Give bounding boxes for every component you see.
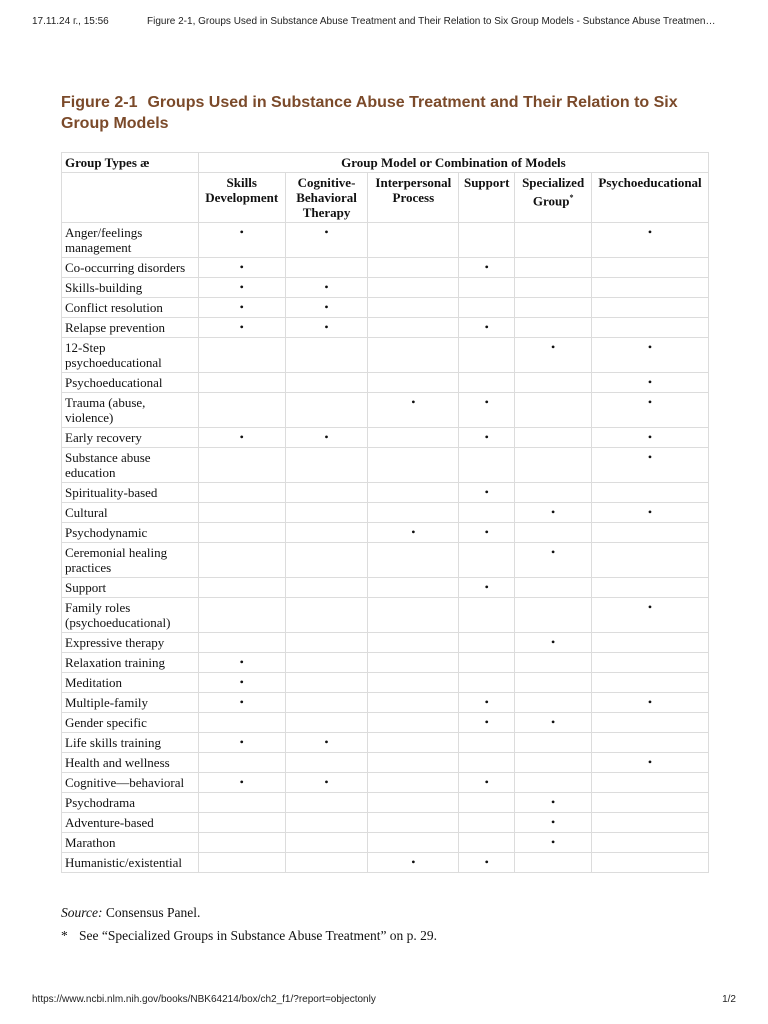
- table-row: [62, 223, 709, 258]
- table-row: [62, 598, 709, 633]
- empty-cell: [368, 598, 459, 633]
- empty-cell: [285, 503, 368, 523]
- empty-cell: [198, 833, 285, 853]
- column-header-line: Interpersonal: [375, 175, 452, 190]
- empty-cell: [515, 393, 592, 428]
- empty-cell: [368, 713, 459, 733]
- footnote-ref: *: [569, 193, 574, 202]
- table-row: [62, 653, 709, 673]
- column-header-line: Specialized: [522, 175, 585, 190]
- empty-cell: [368, 578, 459, 598]
- empty-cell: [198, 793, 285, 813]
- empty-cell: [198, 523, 285, 543]
- empty-cell: [459, 633, 515, 653]
- column-header-line: Group: [532, 193, 570, 209]
- bullet-mark-cell: •: [592, 338, 709, 373]
- bullet-mark-cell: •: [368, 523, 459, 543]
- bullet-mark-cell: •: [459, 713, 515, 733]
- bullet-mark-cell: •: [459, 318, 515, 338]
- footnote: [61, 924, 437, 947]
- group-type-cell: Skills-building: [62, 278, 199, 298]
- group-type-cell: Cognitive—behavioral: [62, 773, 199, 793]
- empty-cell: [368, 428, 459, 448]
- header-row-columns: [62, 173, 709, 223]
- bullet-mark-cell: •: [285, 773, 368, 793]
- empty-cell: [459, 543, 515, 578]
- group-type-cell: Conflict resolution: [62, 298, 199, 318]
- empty-cell: [592, 483, 709, 503]
- empty-cell: [368, 753, 459, 773]
- empty-cell: [592, 633, 709, 653]
- empty-cell: [198, 813, 285, 833]
- empty-cell: [459, 503, 515, 523]
- bullet-mark-cell: •: [515, 633, 592, 653]
- table-row: [62, 693, 709, 713]
- bullet-mark-cell: •: [285, 733, 368, 753]
- empty-cell: [515, 673, 592, 693]
- group-type-cell: Spirituality-based: [62, 483, 199, 503]
- empty-cell: [459, 653, 515, 673]
- empty-cell: [368, 833, 459, 853]
- empty-cell: [592, 278, 709, 298]
- empty-cell: [515, 318, 592, 338]
- empty-cell: [198, 713, 285, 733]
- empty-cell: [515, 753, 592, 773]
- figure-title: [61, 92, 721, 134]
- empty-cell: [592, 733, 709, 753]
- table-row: [62, 428, 709, 448]
- empty-cell: [515, 773, 592, 793]
- figure-title-text: Groups Used in Substance Abuse Treatment and Their Relation to Six Group Models: [61, 94, 678, 132]
- empty-cell: [515, 448, 592, 483]
- group-models-table: [61, 152, 709, 873]
- column-header-line: Cognitive-: [297, 175, 356, 190]
- empty-cell: [368, 733, 459, 753]
- empty-cell: [515, 733, 592, 753]
- bullet-mark-cell: •: [515, 338, 592, 373]
- table-row: [62, 393, 709, 428]
- bullet-mark-cell: •: [592, 598, 709, 633]
- empty-cell: [459, 793, 515, 813]
- empty-cell: [368, 773, 459, 793]
- empty-cell: [459, 448, 515, 483]
- table-row: [62, 853, 709, 873]
- table-row: [62, 773, 709, 793]
- group-type-cell: Gender specific: [62, 713, 199, 733]
- group-type-cell: Trauma (abuse, violence): [62, 393, 199, 428]
- empty-cell: [198, 373, 285, 393]
- empty-cell: [368, 373, 459, 393]
- column-header-line: Process: [392, 190, 435, 205]
- column-header: [515, 173, 592, 223]
- empty-cell: [515, 223, 592, 258]
- empty-cell: [459, 373, 515, 393]
- group-type-cell: Early recovery: [62, 428, 199, 448]
- empty-cell: [459, 338, 515, 373]
- bullet-mark-cell: •: [198, 258, 285, 278]
- empty-cell: [198, 633, 285, 653]
- table-row: [62, 523, 709, 543]
- print-url: https://www.ncbi.nlm.nih.gov/books/NBK64214/box/ch2_f1/?report=objectonly: [32, 994, 376, 1005]
- empty-cell: [285, 598, 368, 633]
- print-footer: [32, 994, 736, 1005]
- empty-cell: [285, 373, 368, 393]
- bullet-mark-cell: •: [459, 523, 515, 543]
- empty-cell: [368, 483, 459, 503]
- empty-cell: [198, 543, 285, 578]
- empty-cell: [198, 483, 285, 503]
- group-type-cell: Marathon: [62, 833, 199, 853]
- bullet-mark-cell: •: [198, 733, 285, 753]
- empty-cell: [198, 503, 285, 523]
- bullet-mark-cell: •: [592, 753, 709, 773]
- bullet-mark-cell: •: [592, 373, 709, 393]
- group-type-cell: Co-occurring disorders: [62, 258, 199, 278]
- group-type-cell: Psychoeducational: [62, 373, 199, 393]
- empty-cell: [459, 598, 515, 633]
- footnote-marker: *: [61, 928, 68, 943]
- empty-cell: [368, 298, 459, 318]
- empty-cell: [459, 223, 515, 258]
- bullet-mark-cell: •: [285, 298, 368, 318]
- empty-cell: [285, 543, 368, 578]
- empty-cell: [592, 793, 709, 813]
- bullet-mark-cell: •: [459, 393, 515, 428]
- bullet-mark-cell: •: [515, 543, 592, 578]
- bullet-mark-cell: •: [592, 428, 709, 448]
- empty-cell: [198, 598, 285, 633]
- empty-cell: [368, 223, 459, 258]
- empty-cell: [285, 523, 368, 543]
- print-doc-title: Figure 2-1, Groups Used in Substance Abuse Treatment and Their Relation to Six Group Models - Substance Abuse Treatmen…: [147, 16, 716, 27]
- print-page-number: 1/2: [722, 994, 736, 1005]
- bullet-mark-cell: •: [515, 503, 592, 523]
- empty-cell: [592, 813, 709, 833]
- bullet-mark-cell: •: [592, 223, 709, 258]
- bullet-mark-cell: •: [592, 693, 709, 713]
- bullet-mark-cell: •: [285, 428, 368, 448]
- empty-cell: [198, 448, 285, 483]
- table-row: [62, 448, 709, 483]
- bullet-mark-cell: •: [459, 578, 515, 598]
- table-row: [62, 503, 709, 523]
- group-type-cell: Multiple-family: [62, 693, 199, 713]
- group-type-cell: Adventure-based: [62, 813, 199, 833]
- empty-cell: [285, 258, 368, 278]
- empty-cell: [368, 653, 459, 673]
- table-row: [62, 373, 709, 393]
- group-type-cell: Anger/feelings management: [62, 223, 199, 258]
- empty-cell: [368, 693, 459, 713]
- figure-number: Figure 2-1: [61, 94, 138, 111]
- empty-cell: [285, 633, 368, 653]
- bullet-mark-cell: •: [515, 713, 592, 733]
- empty-cell: [198, 578, 285, 598]
- empty-cell: [592, 298, 709, 318]
- empty-cell: [592, 523, 709, 543]
- source-note: [61, 901, 437, 924]
- table-row: [62, 318, 709, 338]
- empty-cell: [592, 578, 709, 598]
- table-row: [62, 673, 709, 693]
- empty-cell: [459, 813, 515, 833]
- empty-cell: [592, 653, 709, 673]
- footnote-text: See “Specialized Groups in Substance Abuse Treatment” on p. 29.: [79, 928, 438, 943]
- empty-cell: [592, 318, 709, 338]
- source-label: Source:: [61, 905, 103, 920]
- empty-cell: [515, 278, 592, 298]
- empty-cell: [198, 853, 285, 873]
- table-row: [62, 298, 709, 318]
- empty-cell: [198, 753, 285, 773]
- bullet-mark-cell: •: [285, 278, 368, 298]
- column-header-line: Support: [463, 175, 510, 190]
- empty-cell: [285, 853, 368, 873]
- empty-cell: [368, 633, 459, 653]
- blank-header-cell: [62, 173, 199, 223]
- empty-cell: [515, 693, 592, 713]
- empty-cell: [285, 833, 368, 853]
- empty-cell: [285, 448, 368, 483]
- column-header-line: Development: [205, 190, 279, 205]
- empty-cell: [368, 503, 459, 523]
- empty-cell: [285, 653, 368, 673]
- table-row: [62, 633, 709, 653]
- empty-cell: [459, 733, 515, 753]
- table-row: [62, 543, 709, 578]
- group-type-cell: Ceremonial healing practices: [62, 543, 199, 578]
- empty-cell: [368, 338, 459, 373]
- bullet-mark-cell: •: [368, 393, 459, 428]
- bullet-mark-cell: •: [198, 773, 285, 793]
- empty-cell: [592, 543, 709, 578]
- group-type-cell: Cultural: [62, 503, 199, 523]
- table-row: [62, 833, 709, 853]
- column-header-line: Therapy: [302, 205, 351, 220]
- empty-cell: [515, 578, 592, 598]
- table-row: [62, 278, 709, 298]
- table-row: [62, 753, 709, 773]
- column-header: [285, 173, 368, 223]
- empty-cell: [368, 448, 459, 483]
- empty-cell: [515, 523, 592, 543]
- table-row: [62, 733, 709, 753]
- table-body: [62, 223, 709, 873]
- bullet-mark-cell: •: [459, 853, 515, 873]
- empty-cell: [285, 393, 368, 428]
- bullet-mark-cell: •: [592, 503, 709, 523]
- empty-cell: [198, 338, 285, 373]
- empty-cell: [285, 338, 368, 373]
- print-header: [32, 16, 736, 27]
- bullet-mark-cell: •: [198, 223, 285, 258]
- bullet-mark-cell: •: [459, 428, 515, 448]
- bullet-mark-cell: •: [368, 853, 459, 873]
- bullet-mark-cell: •: [592, 393, 709, 428]
- group-type-cell: Support: [62, 578, 199, 598]
- bullet-mark-cell: •: [198, 318, 285, 338]
- empty-cell: [592, 673, 709, 693]
- table-notes: [61, 901, 437, 947]
- empty-cell: [368, 813, 459, 833]
- bullet-mark-cell: •: [515, 813, 592, 833]
- column-header: [198, 173, 285, 223]
- empty-cell: [459, 278, 515, 298]
- empty-cell: [515, 483, 592, 503]
- bullet-mark-cell: •: [459, 483, 515, 503]
- bullet-mark-cell: •: [198, 428, 285, 448]
- bullet-mark-cell: •: [198, 673, 285, 693]
- empty-cell: [368, 258, 459, 278]
- column-header-line: Psychoeducational: [598, 175, 702, 190]
- empty-cell: [592, 853, 709, 873]
- group-type-cell: Relaxation training: [62, 653, 199, 673]
- empty-cell: [515, 298, 592, 318]
- empty-cell: [368, 673, 459, 693]
- bullet-mark-cell: •: [592, 448, 709, 483]
- group-type-cell: Psychodrama: [62, 793, 199, 813]
- empty-cell: [285, 753, 368, 773]
- empty-cell: [515, 598, 592, 633]
- table-row: [62, 713, 709, 733]
- empty-cell: [368, 278, 459, 298]
- column-header: [592, 173, 709, 223]
- source-text: Consensus Panel.: [105, 905, 201, 920]
- column-header-line: Behavioral: [296, 190, 357, 205]
- bullet-mark-cell: •: [198, 653, 285, 673]
- group-type-cell: Humanistic/existential: [62, 853, 199, 873]
- empty-cell: [515, 258, 592, 278]
- bullet-mark-cell: •: [198, 278, 285, 298]
- span-header: Group Model or Combination of Models: [198, 153, 708, 173]
- table-row: [62, 258, 709, 278]
- bullet-mark-cell: •: [515, 833, 592, 853]
- group-type-cell: Substance abuse education: [62, 448, 199, 483]
- empty-cell: [285, 578, 368, 598]
- corner-header: Group Types æ: [62, 153, 199, 173]
- bullet-mark-cell: •: [459, 773, 515, 793]
- column-header: [368, 173, 459, 223]
- empty-cell: [515, 373, 592, 393]
- header-row-top: [62, 153, 709, 173]
- empty-cell: [285, 713, 368, 733]
- group-type-cell: Family roles (psychoeducational): [62, 598, 199, 633]
- bullet-mark-cell: •: [198, 298, 285, 318]
- empty-cell: [592, 713, 709, 733]
- table-row: [62, 793, 709, 813]
- group-type-cell: Life skills training: [62, 733, 199, 753]
- empty-cell: [592, 833, 709, 853]
- bullet-mark-cell: •: [198, 693, 285, 713]
- empty-cell: [368, 318, 459, 338]
- empty-cell: [285, 483, 368, 503]
- table-row: [62, 578, 709, 598]
- group-type-cell: 12-Step psychoeducational: [62, 338, 199, 373]
- empty-cell: [368, 793, 459, 813]
- column-header: [459, 173, 515, 223]
- empty-cell: [368, 543, 459, 578]
- table-row: [62, 813, 709, 833]
- empty-cell: [592, 773, 709, 793]
- empty-cell: [198, 393, 285, 428]
- column-header-line: Skills: [226, 175, 257, 190]
- table-row: [62, 483, 709, 503]
- bullet-mark-cell: •: [285, 318, 368, 338]
- empty-cell: [592, 258, 709, 278]
- empty-cell: [459, 753, 515, 773]
- group-type-cell: Health and wellness: [62, 753, 199, 773]
- table-row: [62, 338, 709, 373]
- empty-cell: [285, 793, 368, 813]
- empty-cell: [459, 298, 515, 318]
- empty-cell: [515, 653, 592, 673]
- empty-cell: [459, 673, 515, 693]
- bullet-mark-cell: •: [515, 793, 592, 813]
- group-type-cell: Meditation: [62, 673, 199, 693]
- bullet-mark-cell: •: [459, 693, 515, 713]
- group-type-cell: Expressive therapy: [62, 633, 199, 653]
- empty-cell: [285, 673, 368, 693]
- bullet-mark-cell: •: [285, 223, 368, 258]
- empty-cell: [285, 813, 368, 833]
- bullet-mark-cell: •: [459, 258, 515, 278]
- group-type-cell: Psychodynamic: [62, 523, 199, 543]
- empty-cell: [515, 853, 592, 873]
- group-type-cell: Relapse prevention: [62, 318, 199, 338]
- empty-cell: [285, 693, 368, 713]
- empty-cell: [459, 833, 515, 853]
- print-timestamp: 17.11.24 г., 15:56: [32, 16, 109, 27]
- empty-cell: [515, 428, 592, 448]
